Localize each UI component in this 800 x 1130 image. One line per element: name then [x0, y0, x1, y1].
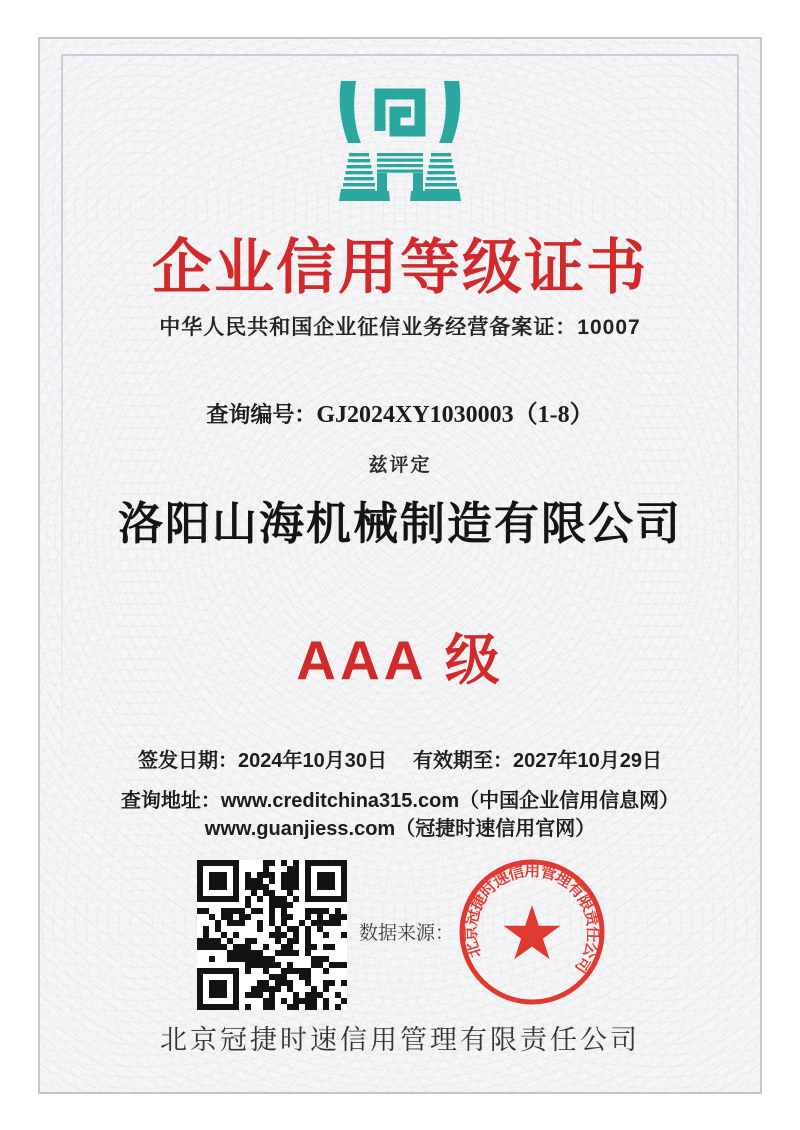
certificate-title: 企业信用等级证书: [152, 234, 648, 301]
company-seal: [457, 857, 607, 1007]
query-number-value: GJ2024XY1030003（1-8）: [316, 402, 594, 428]
dates-row: [40, 744, 760, 773]
valid-until: 有效期至：2027年10月29日: [413, 750, 662, 772]
seal-text: 北京冠捷时速信用管理有限责任公司: [462, 862, 602, 977]
query-url-primary: www.creditchina315.com（中国企业信用信息网）: [220, 790, 680, 812]
company-logo-icon: [335, 81, 465, 203]
query-number-label: 查询编号：: [206, 402, 317, 427]
query-url-secondary: www.guanjiess.com（冠捷时速信用官网）: [204, 818, 596, 840]
query-address-row: [40, 784, 760, 813]
hereby-text: 兹评定: [368, 455, 432, 476]
filing-number: 中华人民共和国企业征信业务经营备案证：10007: [159, 316, 641, 339]
query-number-row: [40, 394, 760, 429]
issuer-name: 北京冠捷时速信用管理有限责任公司: [160, 1025, 640, 1055]
certificate-sheet: [38, 37, 762, 1094]
issue-date: 签发日期：2024年10月30日: [138, 750, 387, 772]
data-source-label: 数据来源：: [359, 923, 455, 944]
credit-grade: AAA 级: [296, 629, 504, 691]
query-address-label: 查询地址：: [120, 790, 221, 812]
qr-code: [197, 860, 347, 1010]
seal-star-icon: [504, 905, 561, 959]
company-name: 洛阳山海机械制造有限公司: [117, 499, 682, 549]
logo-container: [40, 81, 760, 203]
